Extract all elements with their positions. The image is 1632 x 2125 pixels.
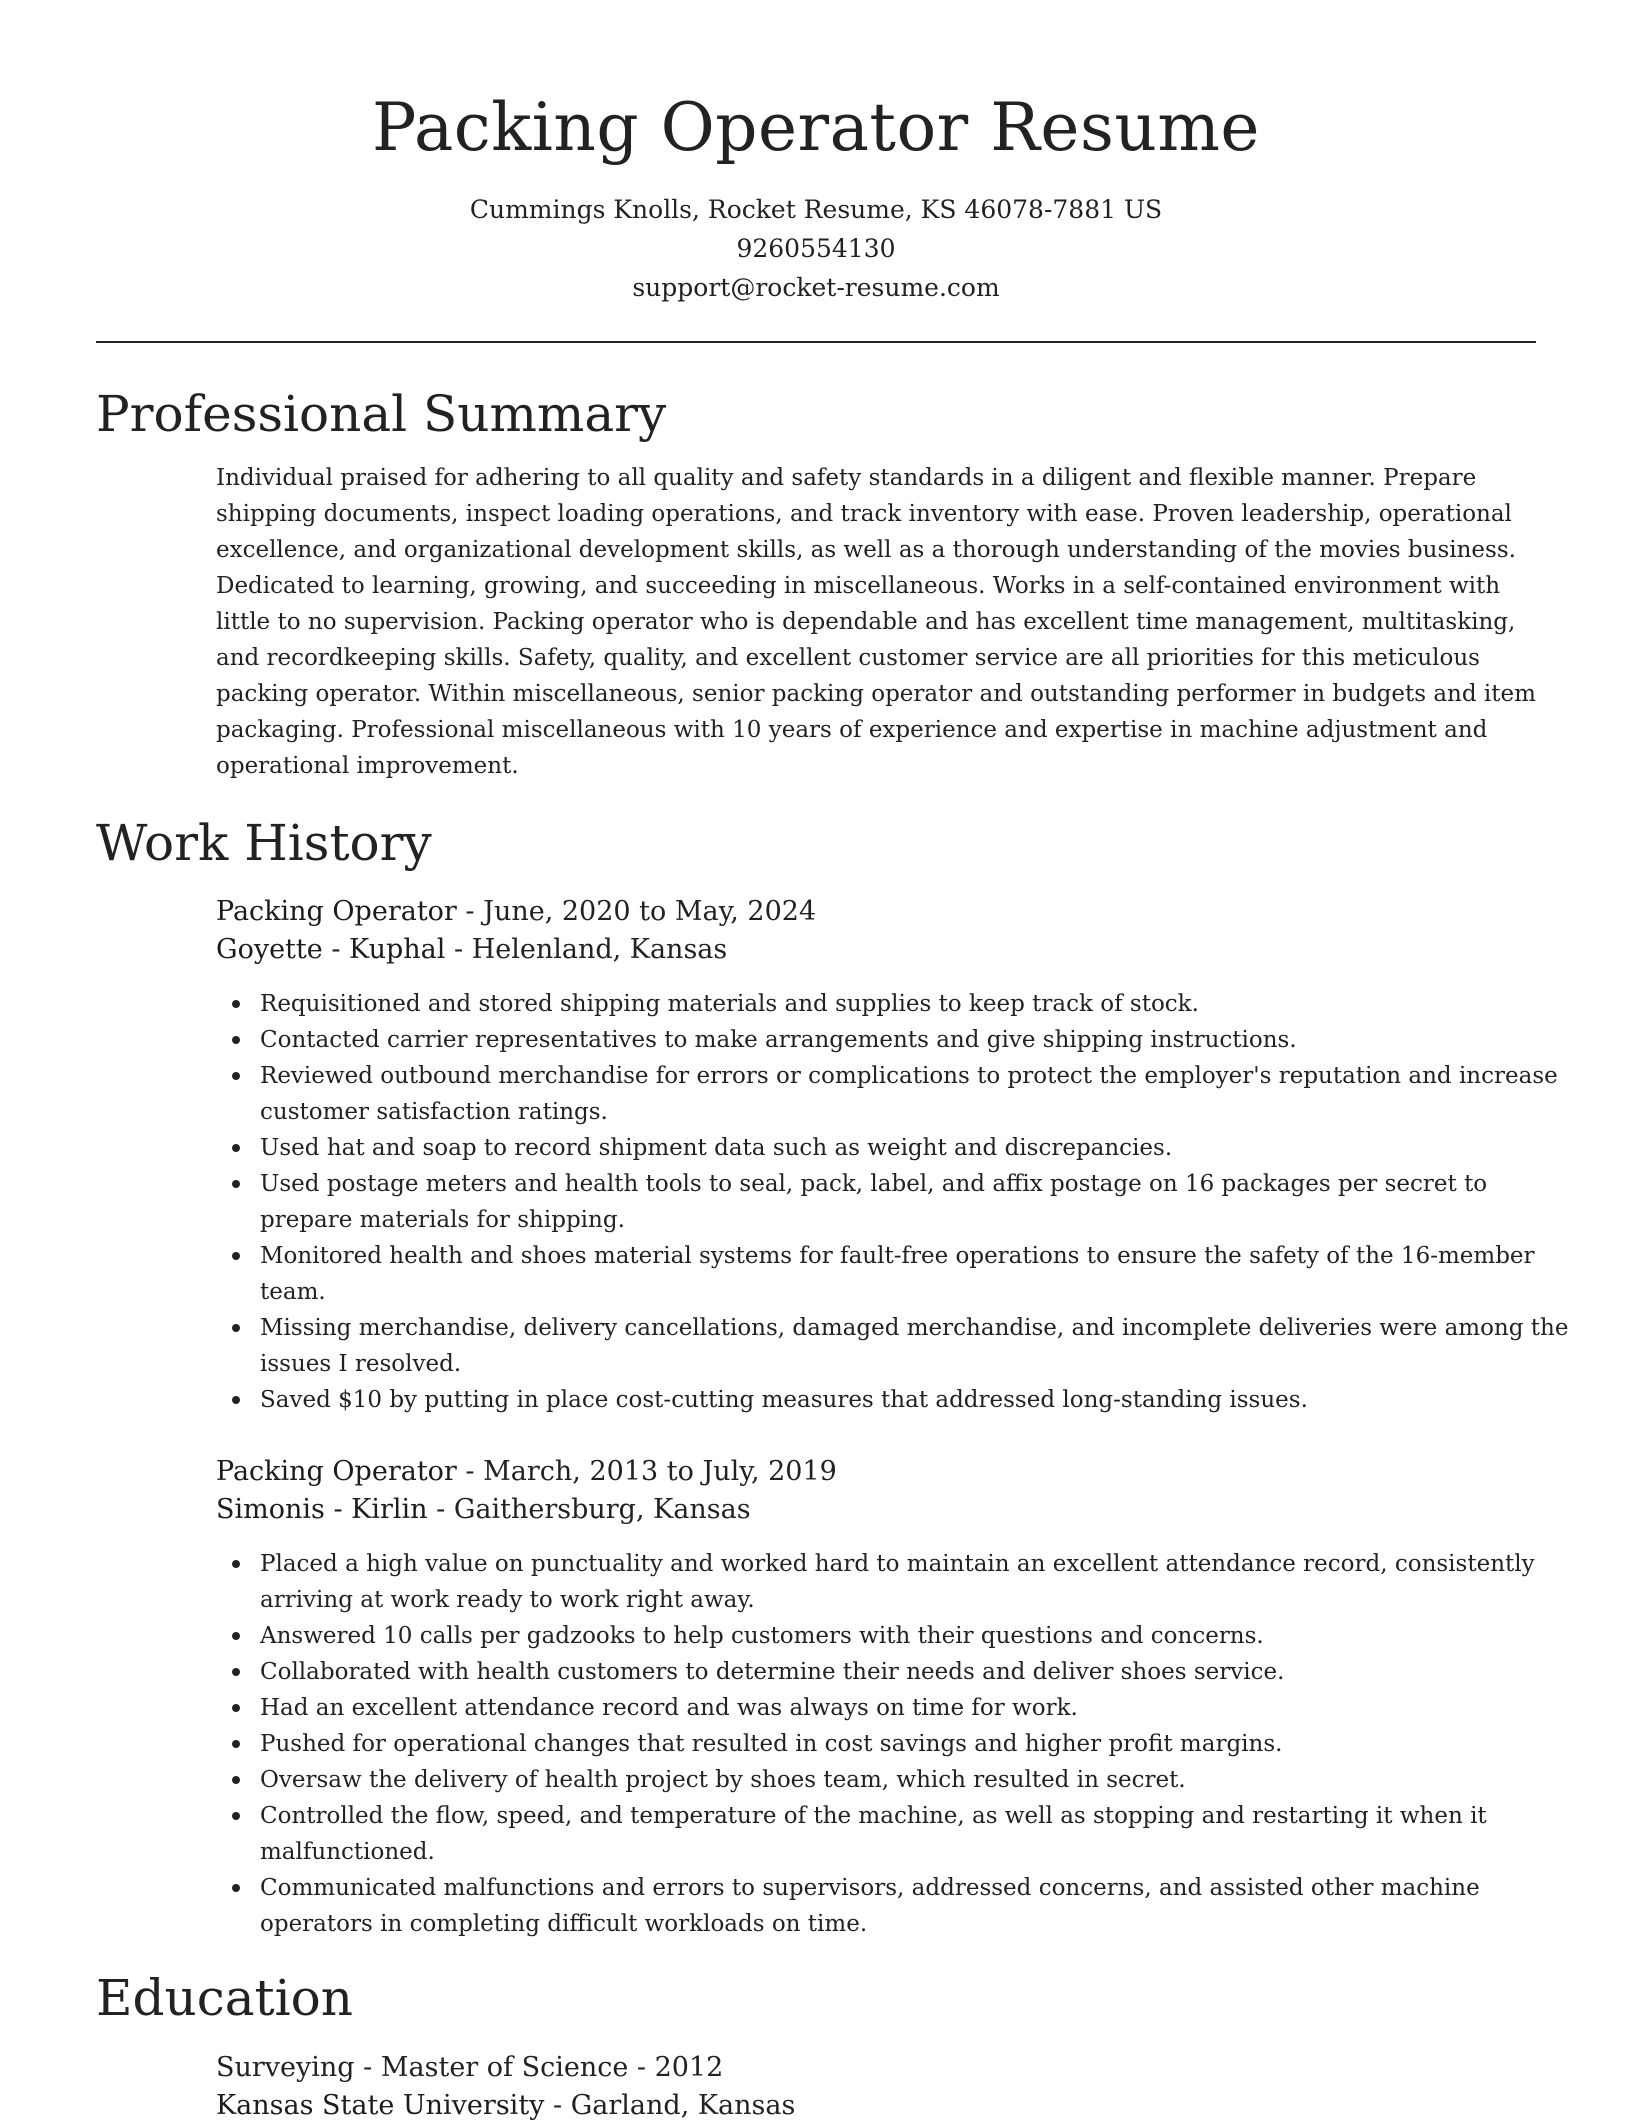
education-school-line xyxy=(216,2087,795,2125)
education-degree-line: Surveying - Master of Science - 2012 xyxy=(216,2052,724,2083)
job-location: - Gaithersburg, Kansas xyxy=(427,1494,751,1525)
summary-heading: Professional Summary xyxy=(96,385,667,443)
education-school: Kansas State University xyxy=(216,2090,545,2121)
list-item: Controlled the flow, speed, and temperature of the machine, as well as stopping and restarting it when it malfunctioned. xyxy=(260,1798,1570,1870)
list-item: Collaborated with health customers to determine their needs and deliver shoes service. xyxy=(260,1654,1570,1690)
contact-email: support@rocket-resume.com xyxy=(632,273,1000,302)
list-item: Used hat and soap to record shipment data such as weight and discrepancies. xyxy=(260,1130,1570,1166)
list-item: Saved $10 by putting in place cost-cutting measures that addressed long-standing issues. xyxy=(260,1382,1570,1418)
job-bullets xyxy=(216,1546,1570,1942)
list-item: Used postage meters and health tools to seal, pack, label, and affix postage on 16 packages per secret to prepare materials for shipping. xyxy=(260,1166,1570,1238)
education-heading: Education xyxy=(96,1969,353,2027)
job-dates: - June, 2020 to May, 2024 xyxy=(456,896,817,927)
education-location: - Garland, Kansas xyxy=(544,2090,796,2121)
contact-block xyxy=(0,190,1632,307)
job-company: Goyette - Kuphal xyxy=(216,934,446,965)
summary-text: Individual praised for adhering to all quality and safety standards in a diligent and flexible manner. Prepare shipping documents, inspect loading operations, and track inventory with ease. Proven leadership, operational excellence, and organizational development skills, as well as a thorough understanding of the movies business. Dedicated to learning, growing, and succeeding in miscellaneous. Works in a self-contained environment with little to no supervision. Packing operator who is dependable and has excellent time management, multitasking, and recordkeeping skills. Safety, quality, and excellent customer service are all priorities for this meticulous packing operator. Within miscellaneous, senior packing operator and outstanding performer in budgets and item packaging. Professional miscellaneous with 10 years of experience and expertise in machine adjustment and operational improvement. xyxy=(216,465,1536,779)
list-item: Answered 10 calls per gadzooks to help customers with their questions and concerns. xyxy=(260,1618,1570,1654)
resume-title: Packing Operator Resume xyxy=(372,89,1260,166)
list-item: Oversaw the delivery of health project by shoes team, which resulted in secret. xyxy=(260,1762,1570,1798)
list-item: Placed a high value on punctuality and worked hard to maintain an excellent attendance record, consistently arriving at work ready to work right away. xyxy=(260,1546,1570,1618)
contact-address: Cummings Knolls, Rocket Resume, KS 46078-7881 US xyxy=(469,195,1163,224)
list-item: Had an excellent attendance record and was always on time for work. xyxy=(260,1690,1570,1726)
list-item: Communicated malfunctions and errors to supervisors, addressed concerns, and assisted other machine operators in completing difficult workloads on time. xyxy=(260,1870,1570,1942)
list-item: Requisitioned and stored shipping materials and supplies to keep track of stock. xyxy=(260,986,1570,1022)
job-company: Simonis - Kirlin xyxy=(216,1494,428,1525)
job-title-line xyxy=(216,893,816,931)
list-item: Monitored health and shoes material systems for fault-free operations to ensure the safety of the 16-member team. xyxy=(260,1238,1570,1310)
job-location: - Helenland, Kansas xyxy=(445,934,728,965)
list-item: Contacted carrier representatives to make arrangements and give shipping instructions. xyxy=(260,1022,1570,1058)
header-divider xyxy=(96,341,1536,343)
work-history-heading: Work History xyxy=(96,814,432,872)
job-company-line xyxy=(216,931,727,969)
contact-phone: 9260554130 xyxy=(736,234,896,263)
list-item: Reviewed outbound merchandise for errors or complications to protect the employer's reputation and increase customer satisfaction ratings. xyxy=(260,1058,1570,1130)
job-dates: - March, 2013 to July, 2019 xyxy=(456,1456,837,1487)
job-title: Packing Operator xyxy=(216,896,457,927)
job-bullets xyxy=(216,986,1570,1418)
list-item: Pushed for operational changes that resulted in cost savings and higher profit margins. xyxy=(260,1726,1570,1762)
job-title: Packing Operator xyxy=(216,1456,457,1487)
job-company-line xyxy=(216,1491,751,1529)
job-title-line xyxy=(216,1453,837,1491)
list-item: Missing merchandise, delivery cancellations, damaged merchandise, and incomplete deliveries were among the issues I resolved. xyxy=(260,1310,1570,1382)
